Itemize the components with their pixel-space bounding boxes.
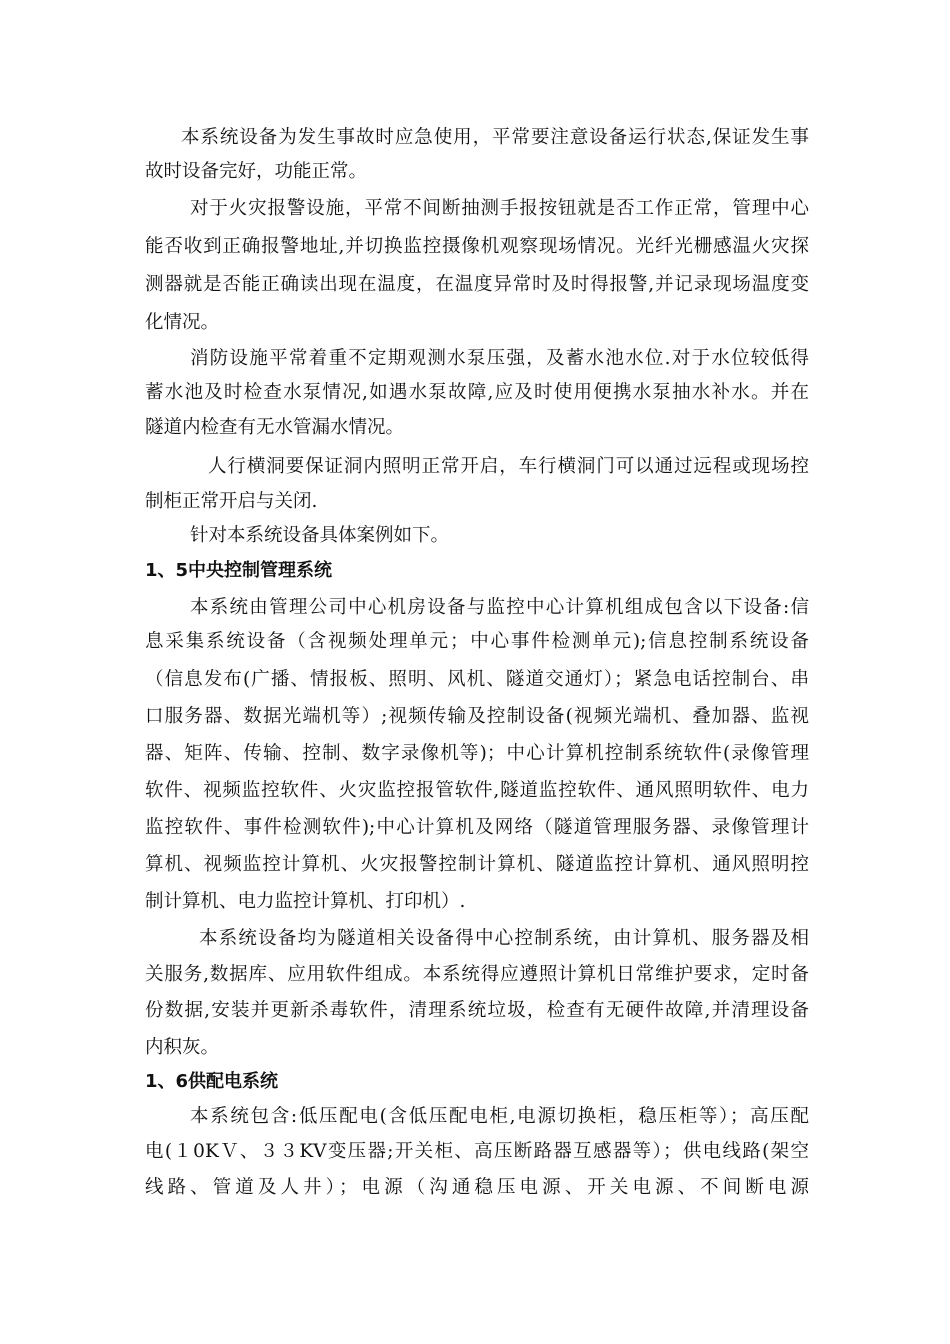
section-heading: 1、5中央控制管理系统 bbox=[145, 560, 333, 581]
text-line: 本系统设备为发生事故时应急使用，平常要注意设备运行状态,保证发生事 bbox=[181, 127, 809, 148]
text-line: 消防设施平常着重不定期观测水泵压强，及蓄水池水位.对于水位较低得 bbox=[190, 348, 809, 369]
section-heading: 1、6供配电系统 bbox=[145, 1071, 279, 1092]
text-line: 测器就是否能正确读出现在温度，在温度异常时及时得报警,并记录现场温度变 bbox=[145, 274, 809, 295]
text-line: 口服务器、数据光端机等）;视频传输及控制设备(视频光端机、叠加器、监视 bbox=[145, 706, 809, 727]
text-line: 制柜正常开启与关闭. bbox=[145, 491, 318, 512]
text-line: 线路、管道及人井）；电源（沟通稳压电源、开关电源、不间断电源 bbox=[145, 1177, 809, 1198]
text-line: 隧道内检查有无水管漏水情况。 bbox=[145, 417, 405, 438]
text-line: 份数据,安装并更新杀毒软件，清理系统垃圾，检查有无硬件故障,并清理设备 bbox=[145, 1000, 809, 1021]
text-line: 关服务,数据库、应用软件组成。本系统得应遵照计算机日常维护要求，定时备 bbox=[145, 964, 809, 985]
text-line: （信息发布(广播、情报板、照明、风机、隧道交通灯）；紧急电话控制台、串 bbox=[145, 669, 809, 690]
text-line: 化情况。 bbox=[145, 312, 220, 333]
text-line: 本系统包含:低压配电(含低压配电柜,电源切换柜，稳压柜等）；高压配 bbox=[190, 1106, 809, 1127]
text-line: 器、矩阵、传输、控制、数字录像机等)；中心计算机控制系统软件(录像管理 bbox=[145, 743, 809, 764]
text-line: 本系统设备均为隧道相关设备得中心控制系统，由计算机、服务器及相 bbox=[199, 928, 809, 949]
text-line: 制计算机、电力监控计算机、打印机）. bbox=[145, 891, 466, 912]
text-line: 电(１0KＶ、３３KV变压器;开关柜、高压断路器互感器等）；供电线路(架空 bbox=[145, 1141, 809, 1162]
text-line: 对于火灾报警设施，平常不间断抽测手报按钮就是否工作正常，管理中心 bbox=[190, 198, 809, 219]
text-line: 能否收到正确报警地址,并切换监控摄像机观察现场情况。光纤光栅感温火灾探 bbox=[145, 236, 809, 257]
text-line: 息采集系统设备（含视频处理单元；中心事件检测单元);信息控制系统设备 bbox=[145, 631, 809, 652]
text-line: 算机、视频监控计算机、火灾报警控制计算机、隧道监控计算机、通风照明控 bbox=[145, 854, 809, 875]
text-line: 内积灰。 bbox=[145, 1037, 220, 1058]
text-line: 人行横洞要保证洞内照明正常开启，车行横洞门可以通过远程或现场控 bbox=[208, 456, 809, 477]
text-line: 蓄水池及时检查水泵情况,如遇水泵故障,应及时使用便携水泵抽水补水。并在 bbox=[145, 382, 809, 403]
text-line: 针对本系统设备具体案例如下。 bbox=[190, 525, 450, 546]
text-line: 故时设备完好，功能正常。 bbox=[145, 161, 368, 182]
text-line: 本系统由管理公司中心机房设备与监控中心计算机组成包含以下设备:信 bbox=[190, 597, 809, 618]
text-line: 软件、视频监控软件、火灾监控报管软件,隧道监控软件、通风照明软件、电力 bbox=[145, 780, 809, 801]
text-line: 监控软件、事件检测软件);中心计算机及网络（隧道管理服务器、录像管理计 bbox=[145, 817, 809, 838]
